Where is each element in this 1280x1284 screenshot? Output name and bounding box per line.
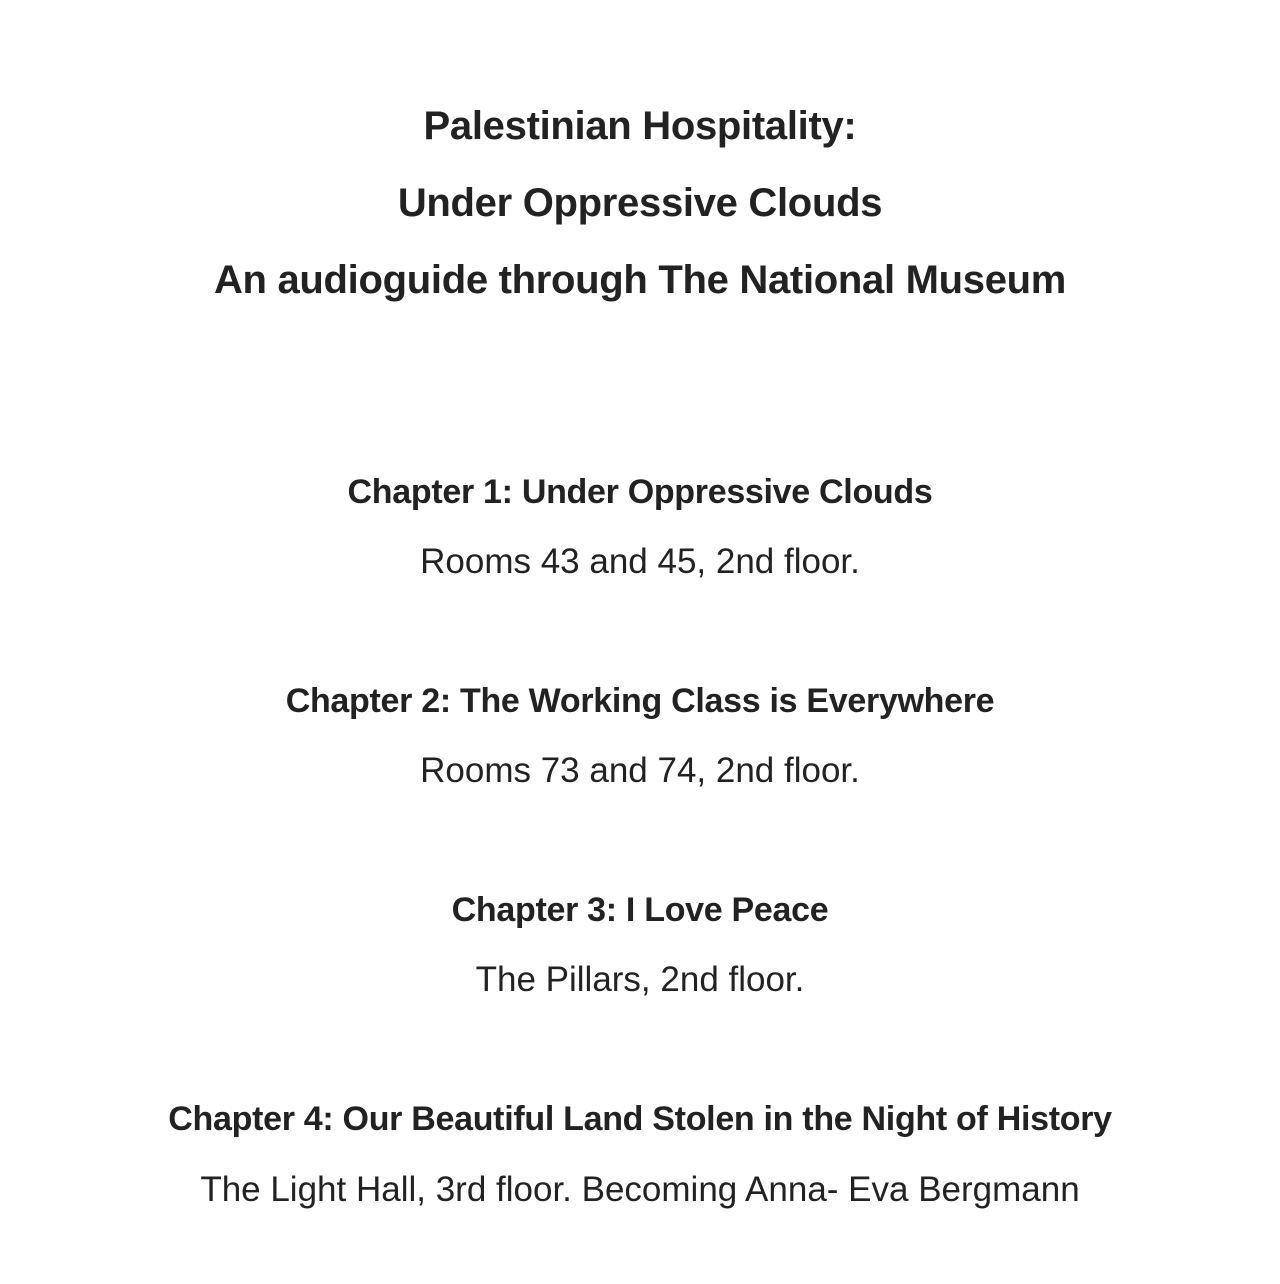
chapter-4-location: The Light Hall, 3rd floor. Becoming Anna- Eva Bergmann — [200, 1170, 1080, 1209]
chapter-2-location: Rooms 73 and 74, 2nd floor. — [420, 751, 860, 790]
chapter-3-location: The Pillars, 2nd floor. — [475, 960, 805, 999]
chapter-3-heading: Chapter 3: I Love Peace — [451, 891, 829, 929]
title-line-3: An audioguide through The National Museum — [213, 258, 1067, 302]
chapter-2-heading: Chapter 2: The Working Class is Everywhere — [285, 682, 995, 720]
title-line-1: Palestinian Hospitality: — [423, 104, 857, 148]
chapter-1-heading: Chapter 1: Under Oppressive Clouds — [347, 473, 933, 511]
title-line-2: Under Oppressive Clouds — [397, 181, 883, 225]
chapter-4-heading: Chapter 4: Our Beautiful Land Stolen in the Night of History — [168, 1100, 1112, 1138]
chapter-1-location: Rooms 43 and 45, 2nd floor. — [420, 542, 860, 581]
